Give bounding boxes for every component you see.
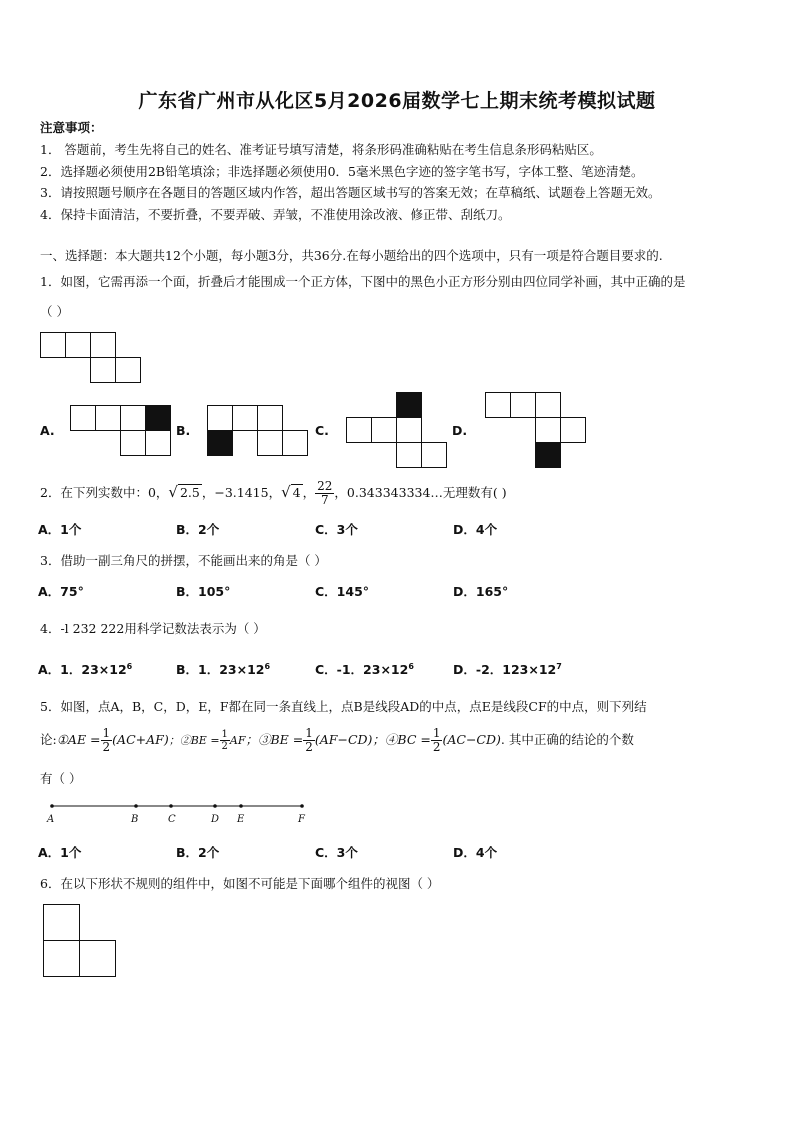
point-label: F — [298, 814, 305, 825]
half-den: 2 — [221, 741, 228, 752]
half-num: 1 — [305, 726, 313, 740]
q5-c2-pre: ；②BE = — [168, 734, 220, 747]
q4-option-a-base: A．1．23×12 — [38, 662, 127, 677]
sqrt-symbol: √ — [168, 483, 178, 501]
q3-option-a: A．75° — [38, 584, 84, 599]
q4-option-b-base: B．1．23×12 — [176, 662, 265, 677]
half-num: 1 — [432, 726, 441, 740]
q2-sqrt-1: 2.5 — [179, 485, 200, 500]
q1-option-c-figure — [346, 392, 448, 469]
half-num: 1 — [102, 726, 111, 740]
q1-option-b-label: B. — [176, 423, 191, 438]
sqrt-symbol: √ — [281, 483, 291, 501]
q5-option-a: A．1个 — [38, 845, 82, 860]
q5-c2-post: AF — [229, 734, 246, 747]
q2-suffix: ，0.343343334…无理数有( ) — [334, 485, 507, 500]
point-label: E — [237, 814, 245, 825]
q2-option-a: A．1个 — [38, 522, 82, 537]
q4-option-d-base: D．-2．123×12 — [453, 662, 557, 677]
q3-stem: 3．借助一副三角尺的拼摆，不能画出来的角是（ ） — [40, 553, 327, 568]
q2-sep-2: ， — [268, 485, 282, 500]
q4-stem: 4．-l 232 222用科学记数法表示为（ ） — [40, 621, 266, 636]
q5-option-d: D．4个 — [453, 845, 498, 860]
section-heading: 一、选择题：本大题共12个小题，每小题3分，共36分.在每小题给出的四个选项中，只有一项是符合题目要求的. — [40, 248, 663, 263]
q1-option-c-label: C. — [315, 423, 329, 438]
q1-paren: （ ） — [40, 304, 69, 319]
q4-option-c-base: C．-1．23×12 — [315, 662, 409, 677]
q5-lead: 论: — [40, 732, 57, 747]
q2-prefix: 2．在下列实数中：0， — [40, 485, 169, 500]
q3-option-b: B．105° — [176, 584, 231, 599]
point-e — [239, 804, 243, 808]
q2-option-d: D．4个 — [453, 522, 498, 537]
q5-line-figure — [40, 800, 320, 830]
note-item-1: 1． 答题前，考生先将自己的姓名、准考证号填写清楚，将条形码准确粘贴在考生信息条形码粘贴区。 — [40, 142, 602, 157]
q1-option-a-label: A. — [40, 423, 55, 438]
q1-option-d-label: D. — [452, 423, 468, 438]
q1-stem: 1．如图，它需再添一个面，折叠后才能围成一个正方体，下图中的黑色小正方形分别由四位同学补画，其中正确的是 — [40, 274, 686, 289]
q5-c4-pre: ；④BC = — [372, 732, 431, 747]
q2-stem — [40, 478, 507, 507]
q5-paren: 有（ ） — [40, 771, 82, 786]
q1-option-b-figure — [207, 405, 309, 457]
half-den: 2 — [432, 740, 441, 754]
q5-half-3 — [303, 727, 315, 754]
q5-half-4 — [431, 727, 443, 754]
q5-c1-post: (AC+AF) — [112, 732, 169, 747]
q5-c4-post: (AC−CD) — [442, 732, 501, 747]
q2-sep-3: ， — [302, 485, 316, 500]
point-b — [134, 804, 138, 808]
q3-option-c: C．145° — [315, 584, 370, 599]
q5-conclusions — [40, 725, 634, 756]
q4-option-c-exp: 6 — [408, 661, 414, 671]
q5-option-b: B．2个 — [176, 845, 220, 860]
q4-option-a — [38, 660, 132, 678]
q6-stem: 6．在以下形状不规则的组件中，如图不可能是下面哪个组件的视图（ ） — [40, 876, 440, 891]
q5-tail: . 其中正确的结论的个数 — [500, 732, 634, 747]
point-label: A — [47, 814, 55, 825]
q6-view-figure — [43, 904, 117, 978]
point-a — [50, 804, 54, 808]
q2-frac-num: 22 — [317, 479, 333, 493]
q1-option-d-figure — [485, 392, 587, 469]
note-item-4: 4．保持卡面清洁，不要折叠，不要弄破、弄皱，不准使用涂改液、修正带、刮纸刀。 — [40, 207, 511, 222]
q4-option-c — [315, 660, 414, 678]
q3-option-d: D．165° — [453, 584, 509, 599]
q5-stem: 5．如图，点A，B，C，D，E，F都在同一条直线上，点B是线段AD的中点，点E是线段CF的中点，则下列结 — [40, 699, 647, 714]
q5-half-1 — [101, 727, 113, 754]
q2-fraction — [315, 480, 334, 507]
q5-option-c: C．3个 — [315, 845, 358, 860]
q2-frac-den: 7 — [320, 493, 329, 507]
q4-option-b-exp: 6 — [264, 661, 271, 671]
point-c — [169, 804, 173, 808]
point-d — [213, 804, 217, 808]
note-item-3: 3．请按照题号顺序在各题目的答题区域内作答，超出答题区域书写的答案无效；在草稿纸、试题卷上答题无效。 — [40, 185, 661, 200]
q4-option-a-exp: 6 — [126, 661, 133, 671]
half-num: 1 — [221, 729, 228, 740]
point-f — [300, 804, 304, 808]
note-item-2: 2．选择题必须使用2B铅笔填涂；非选择题必须使用0．5毫米黑色字迹的签字笔书写，字体工整、笔迹清楚。 — [40, 164, 644, 179]
notes-heading: 注意事项： — [40, 120, 103, 135]
q4-option-b — [176, 660, 270, 678]
q4-option-d-exp: 7 — [556, 661, 562, 671]
q5-c3-post: (AF−CD) — [314, 732, 373, 747]
q2-sqrt-2: 4 — [292, 485, 301, 500]
q2-neg: −3.1415 — [214, 485, 269, 500]
q2-option-c: C．3个 — [315, 522, 358, 537]
q5-c3-pre: ；③BE = — [245, 732, 304, 747]
q5-half-2 — [220, 729, 230, 752]
page-title: 广东省广州市从化区5月2026届数学七上期末统考模拟试题 — [138, 90, 656, 112]
half-den: 2 — [102, 740, 111, 754]
half-den: 2 — [305, 740, 313, 754]
q2-option-b: B．2个 — [176, 522, 220, 537]
q4-option-d — [453, 660, 562, 678]
q2-sep-1: ， — [201, 485, 215, 500]
q1-net-figure — [40, 332, 142, 384]
point-label: B — [131, 814, 139, 825]
point-label: D — [211, 814, 220, 825]
q1-option-a-figure — [70, 405, 172, 457]
point-label: C — [168, 814, 176, 825]
q5-c1-pre: ①AE = — [56, 732, 101, 747]
